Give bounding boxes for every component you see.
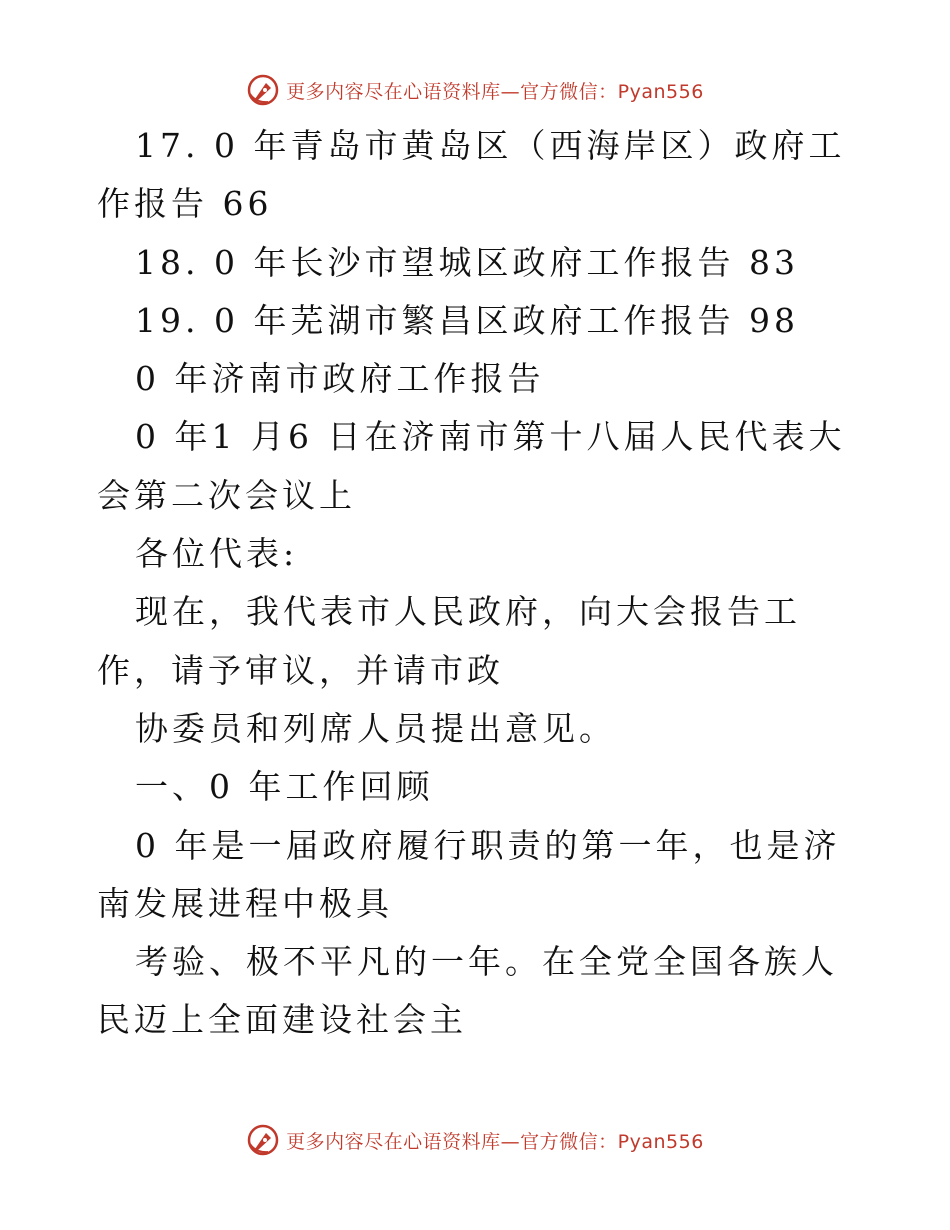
header-banner-text: 更多内容尽在心语资料库—官方微信：Pyan556 — [286, 80, 704, 103]
toc-entry-17: 17. 0 年青岛市黄岛区（西海岸区）政府工作报告 66 — [97, 126, 846, 224]
report-title: 0 年济南市政府工作报告 — [135, 359, 545, 399]
pen-nib-logo-icon — [246, 1123, 280, 1157]
body-paragraph: 0 年是一届政府履行职责的第一年，也是济南发展进程中极具 — [97, 825, 841, 923]
footer-banner-text: 更多内容尽在心语资料库—官方微信：Pyan556 — [286, 1130, 704, 1153]
body-paragraph: 考验、极不平凡的一年。在全党全国各族人民迈上全面建设社会主 — [97, 942, 838, 1040]
document-body — [97, 117, 853, 1050]
footer-banner — [0, 1120, 950, 1160]
toc-entry-19: 19. 0 年芜湖市繁昌区政府工作报告 98 — [135, 300, 799, 340]
header-banner — [0, 70, 950, 110]
body-paragraph: 协委员和列席人员提出意见。 — [135, 708, 616, 748]
section-heading: 一、0 年工作回顾 — [135, 767, 434, 807]
report-date-line: 0 年1 月6 日在济南市第十八届人民代表大会第二次会议上 — [97, 417, 846, 515]
body-paragraph: 现在，我代表市人民政府，向大会报告工作，请予审议，并请市政 — [97, 592, 801, 690]
toc-entry-18: 18. 0 年长沙市望城区政府工作报告 83 — [135, 242, 799, 282]
pen-nib-logo-icon — [246, 73, 280, 107]
salutation: 各位代表: — [135, 534, 299, 574]
